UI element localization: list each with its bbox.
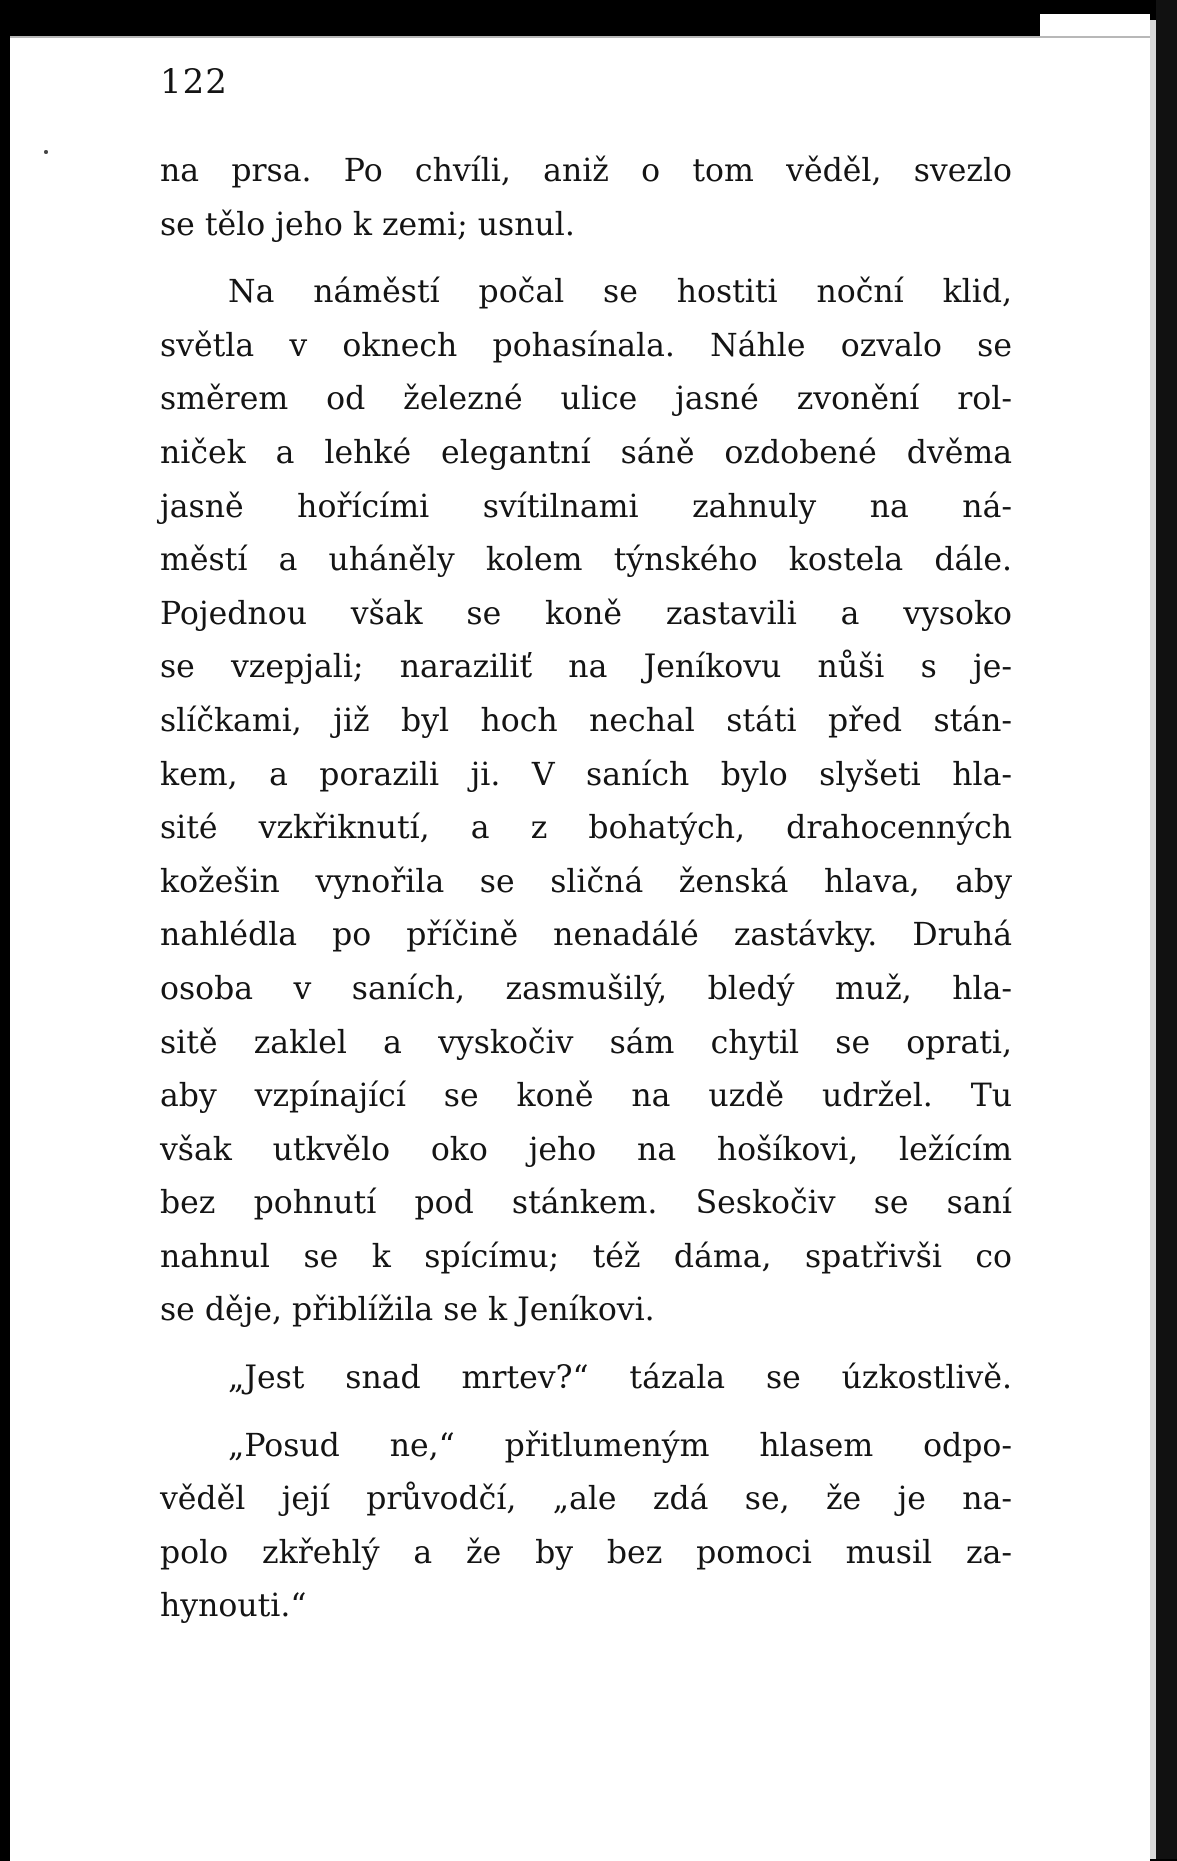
text-line: se děje, přiblížila se k Jeníkovi.: [160, 1292, 655, 1329]
text-line: kem, a porazili ji. V saních bylo slyšeti hla-: [160, 756, 1012, 793]
text-line: však utkvělo oko jeho na hošíkovi, ležícím: [160, 1131, 1012, 1168]
text-line: se tělo jeho k zemi; usnul.: [160, 206, 575, 243]
text-line: sitě zaklel a vyskočiv sám chytil se oprati,: [160, 1024, 1012, 1061]
text-line: světla v oknech pohasínala. Náhle ozvalo se: [160, 327, 1012, 364]
page-edge-shadow: [1150, 20, 1156, 1859]
text-line: nahlédla po příčině nenadálé zastávky. Druhá: [160, 917, 1012, 954]
text-line: polo zkřehlý a že by bez pomoci musil za-: [160, 1534, 1012, 1571]
text-line: „Posud ne,“ přitlumeným hlasem odpo-: [228, 1427, 1012, 1464]
margin-speck: [44, 150, 48, 154]
text-line: bez pohnutí pod stánkem. Seskočiv se saní: [160, 1185, 1012, 1222]
text-line: niček a lehké elegantní sáně ozdobené dvěma: [160, 434, 1012, 471]
text-line: slíčkami, již byl hoch nechal státi před stán-: [160, 702, 1012, 739]
text-line: Na náměstí počal se hostiti noční klid,: [228, 274, 1012, 311]
text-line: „Jest snad mrtev?“ tázala se úzkostlivě.: [228, 1360, 1012, 1397]
text-line: Pojednou však se koně zastavili a vysoko: [160, 595, 1012, 632]
text-line: na prsa. Po chvíli, aniž o tom věděl, svezlo: [160, 153, 1012, 189]
page-number: 122: [160, 62, 228, 102]
scan-border-right: [1156, 0, 1177, 1859]
text-line: jasně hořícími svítilnami zahnuly na ná-: [160, 488, 1012, 525]
text-line: hynouti.“: [160, 1588, 307, 1625]
text-line: aby vzpínající se koně na uzdě udržel. Tu: [160, 1078, 1012, 1115]
text-line: nahnul se k spícímu; též dáma, spatřivši co: [160, 1238, 1012, 1275]
text-line: sité vzkřiknutí, a z bohatých, drahocenných: [160, 810, 1012, 847]
text-line: se vzepjali; naraziliť na Jeníkovu nůši s je-: [160, 649, 1012, 686]
text-line: městí a uháněly kolem týnského kostela dále.: [160, 542, 1012, 579]
text-line: osoba v saních, zasmušilý, bledý muž, hla-: [160, 970, 1012, 1007]
text-line: směrem od železné ulice jasné zvonění rol-: [160, 381, 1012, 418]
body-text: [160, 145, 1012, 1634]
text-line: kožešin vynořila se sličná ženská hlava, aby: [160, 863, 1012, 900]
page-corner-highlight: [1040, 14, 1150, 36]
text-line: věděl její průvodčí, „ale zdá se, že je na-: [160, 1481, 1012, 1518]
